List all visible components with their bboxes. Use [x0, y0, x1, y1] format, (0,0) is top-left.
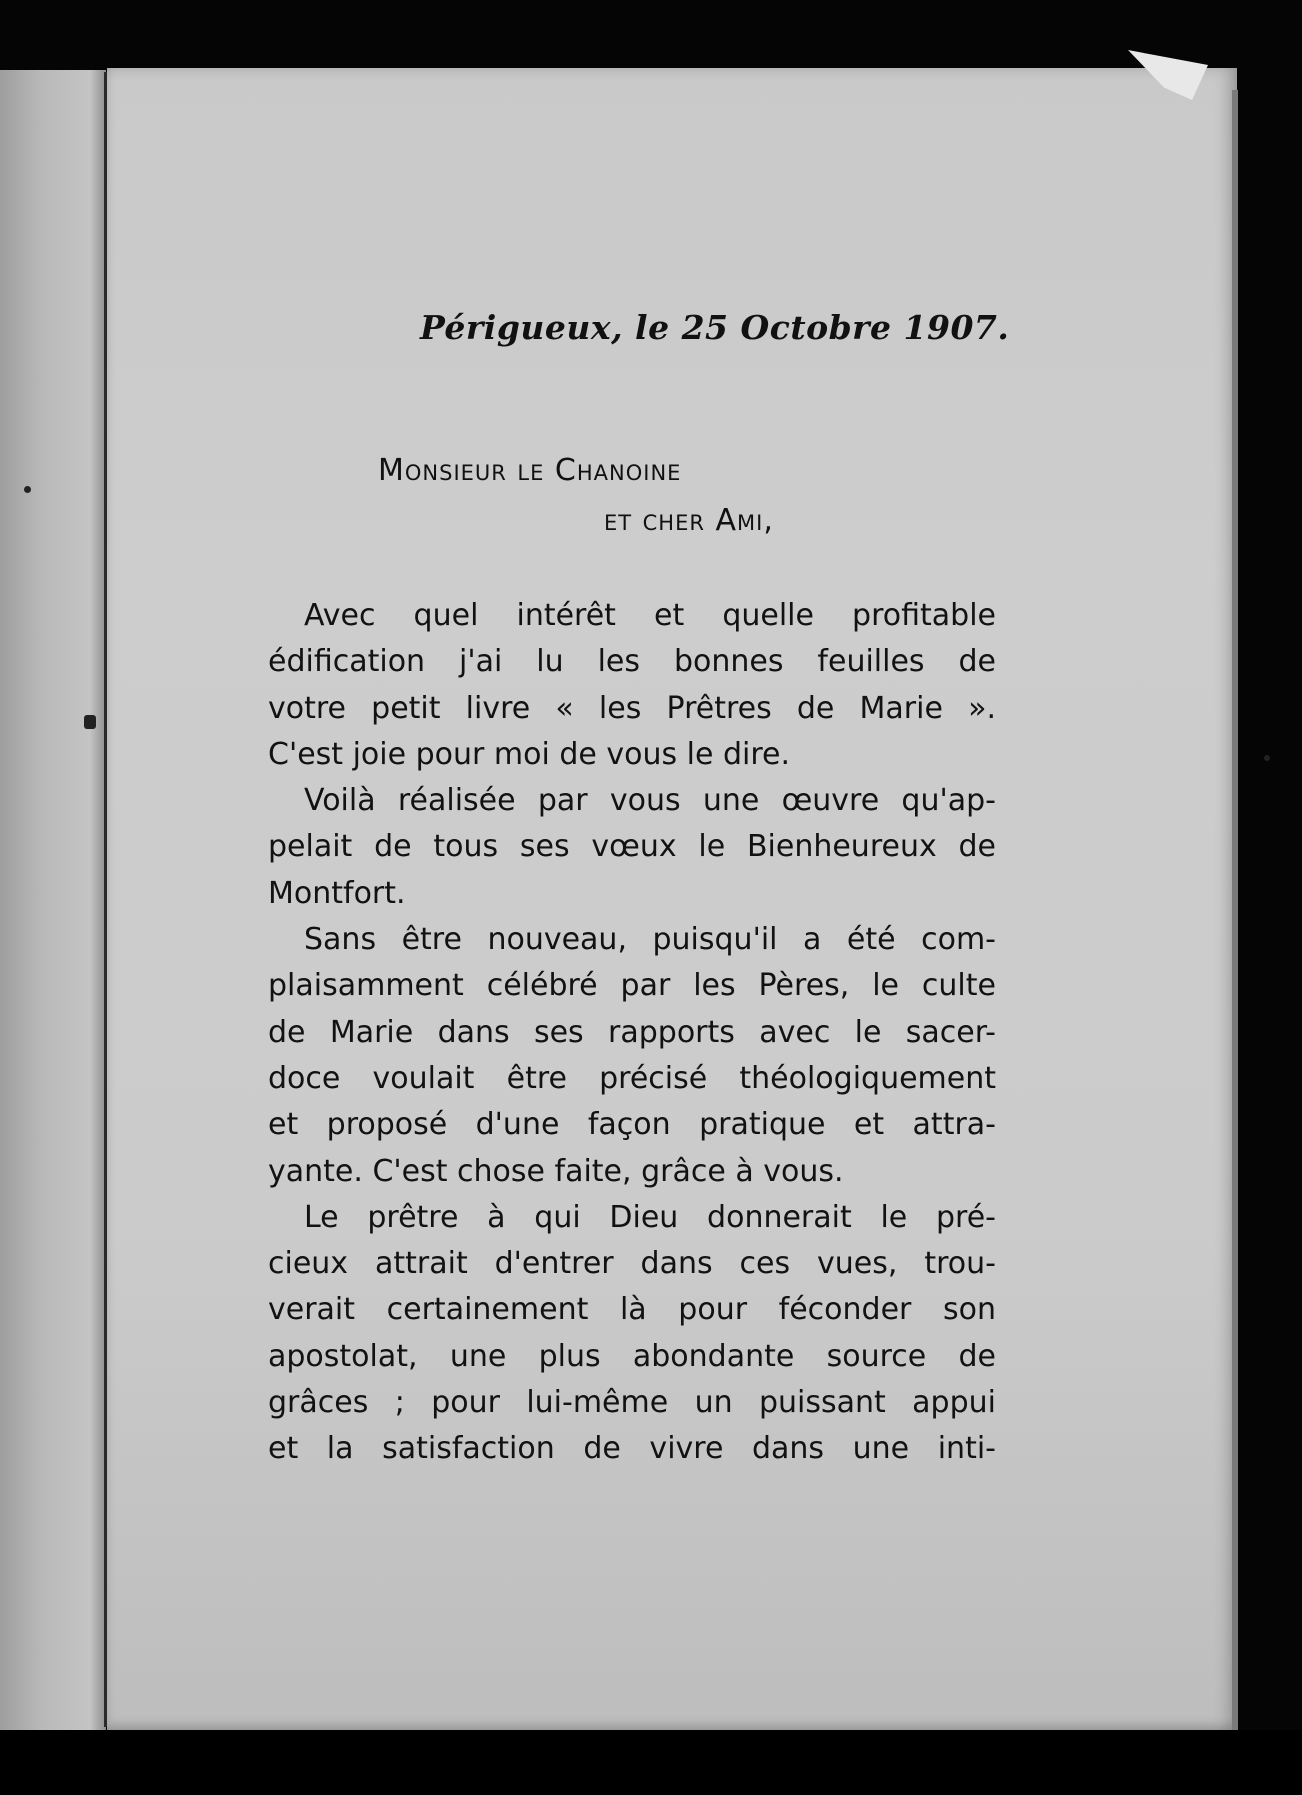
- letter-dateline: Périgueux, le 25 Octobre 1907.: [420, 308, 1010, 347]
- body-line: verait certainement là pour féconder son: [268, 1292, 996, 1328]
- body-line: apostolat, une plus abondante source de: [268, 1338, 996, 1374]
- body-line: et proposé d'une façon pratique et attra-: [268, 1107, 996, 1143]
- body-line: Voilà réalisée par vous une œuvre qu'ap-: [304, 783, 996, 819]
- body-line: votre petit livre « les Prêtres de Marie ».: [268, 690, 996, 726]
- bottom-shadow: [0, 1730, 1302, 1795]
- body-line: pelait de tous ses vœux le Bienheureux de: [268, 829, 996, 865]
- body-line: grâces ; pour lui-même un puissant appui: [268, 1385, 996, 1421]
- body-line: C'est joie pour moi de vous le dire.: [268, 736, 791, 772]
- scan-speck: [1264, 755, 1270, 761]
- scan-speck: [84, 715, 96, 729]
- body-line: doce voulait être précisé théologiquement: [268, 1060, 996, 1096]
- binding-strip: [0, 70, 106, 1730]
- body-line: et la satisfaction de vivre dans une inti-: [268, 1431, 996, 1467]
- body-line: Montfort.: [268, 875, 406, 911]
- body-line: de Marie dans ses rapports avec le sacer-: [268, 1014, 996, 1050]
- scan-speck: [24, 486, 31, 493]
- body-line: cieux attrait d'entrer dans ces vues, trou-: [268, 1246, 996, 1282]
- body-line: plaisamment célébré par les Pères, le culte: [268, 968, 996, 1004]
- body-line: Le prêtre à qui Dieu donnerait le pré-: [304, 1199, 996, 1235]
- page-edge: [1232, 90, 1238, 1730]
- body-line: Avec quel intérêt et quelle profitable: [304, 598, 996, 633]
- letter-body: [268, 593, 996, 1473]
- body-line: édification j'ai lu les bonnes feuilles de: [268, 644, 996, 680]
- body-line: Sans être nouveau, puisqu'il a été com-: [304, 922, 996, 958]
- salutation-line-2: et cher Ami,: [604, 503, 774, 538]
- body-line: yante. C'est chose faite, grâce à vous.: [268, 1153, 844, 1189]
- salutation-line-1: Monsieur le Chanoine: [378, 453, 682, 488]
